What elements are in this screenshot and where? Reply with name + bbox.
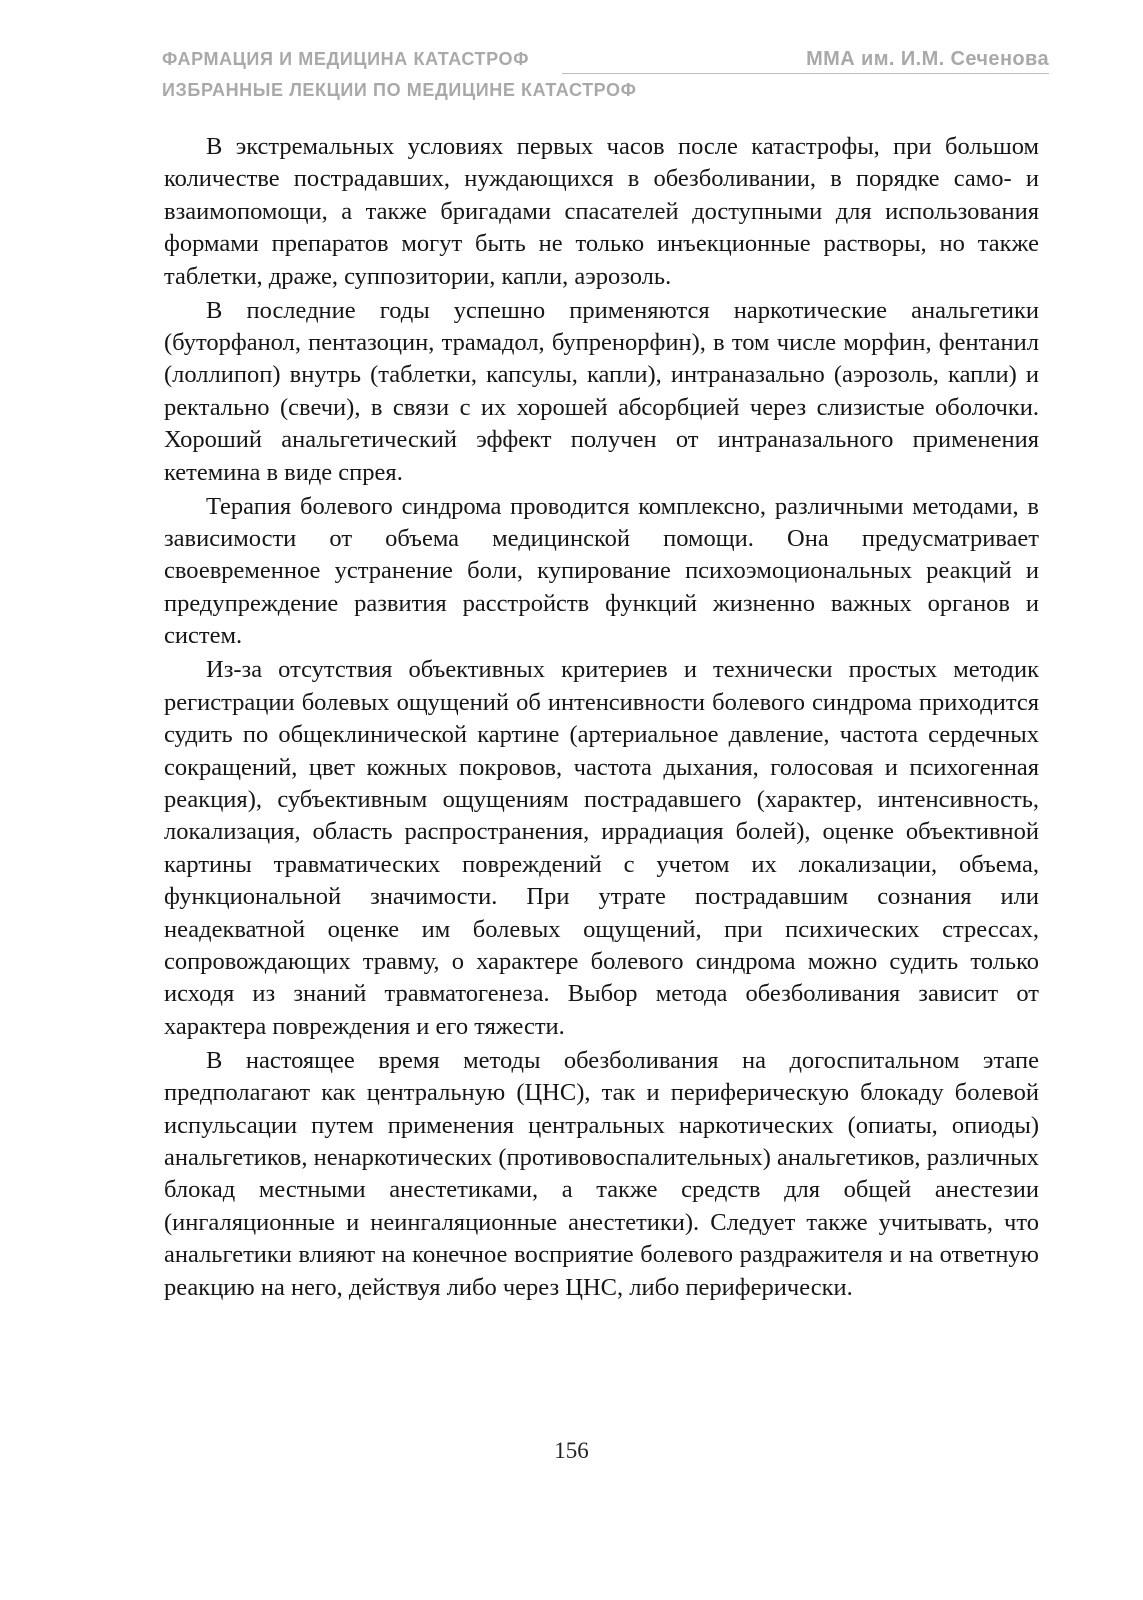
header-subtitle: ИЗБРАННЫЕ ЛЕКЦИИ ПО МЕДИЦИНЕ КАТАСТРОФ <box>162 80 637 100</box>
paragraph: Терапия болевого синдрома проводится комплексно, различными методами, в зависимости от объема медицинской помощи. Она предусматривает своевременное устранение боли, купирование психоэмоциональных реакций и предупреждение развития расстройств функций жизненно важных органов и систем. <box>164 492 1039 650</box>
paragraph: В последние годы успешно применяются наркотические анальгетики (буторфанол, пентазоцин, трамадол, бупренорфин), в том числе морфин, фентанил (лоллипоп) внутрь (таблетки, капсулы, капли), интраназально (аэрозоль, капли) и ректально (свечи), в связи с их хорошей абсорбцией через слизистые оболочки. Хороший анальгетический эффект получен от интраназального применения кетемина в виде спрея. <box>164 296 1039 486</box>
paragraph: В экстремальных условиях первых часов после катастрофы, при большом количестве пострадавших, нуждающихся в обезболивании, в порядке само- и взаимопомощи, а также бригадами спасателей доступными для использования формами препаратов могут быть не только инъекционные растворы, но также таблетки, драже, суппозитории, капли, аэрозоль. <box>164 133 1039 290</box>
header-book-title: ФАРМАЦИЯ И МЕДИЦИНА КАТАСТРОФ <box>162 49 530 69</box>
header-top-row <box>162 47 1049 71</box>
paragraph: Из-за отсутствия объективных критериев и технически простых методик регистрации болевых ощущений об интенсивности болевого синдрома приходится судить по общеклинической картине (артериальное давление, частота сердечных сокращений, цвет кожных покровов, частота дыхания, голосовая и психогенная реакция), субъективным ощущениям пострадавшего (характер, интенсивность, локализация, область распространения, иррадиация болей), оценке объективной картины травматических повреждений с учетом их локализации, объема, функциональной значимости. При утрате пострадавшим сознания или неадекватной оценке им болевых ощущений, при психических стрессах, сопровождающих травму, о характере болевого синдрома можно судить только исходя из знаний травматогенеза. Выбор метода обезболивания зависит от характера повреждения и его тяжести. <box>164 656 1039 1040</box>
paragraph: В настоящее время методы обезболивания на догоспитальном этапе предполагают как центральную (ЦНС), так и периферическую блокаду болевой испульсации путем применения центральных наркотических (опиаты, опиоды) анальгетиков, ненаркотических (противовоспалительных) анальгетиков, различных блокад местными анестетиками, а также средств для общей анестезии (ингаляционные и неингаляционные анестетики). Следует также учитывать, что анальгетики влияют на конечное восприятие болевого раздражителя и на ответную реакцию на него, действуя либо через ЦНС, либо периферически. <box>164 1046 1039 1301</box>
header-institution: ММА им. И.М. Сеченова <box>806 48 1049 70</box>
running-header <box>162 47 1049 101</box>
page-number: 156 <box>554 1438 589 1463</box>
page-body <box>164 131 1039 1306</box>
header-rule <box>562 73 1049 74</box>
